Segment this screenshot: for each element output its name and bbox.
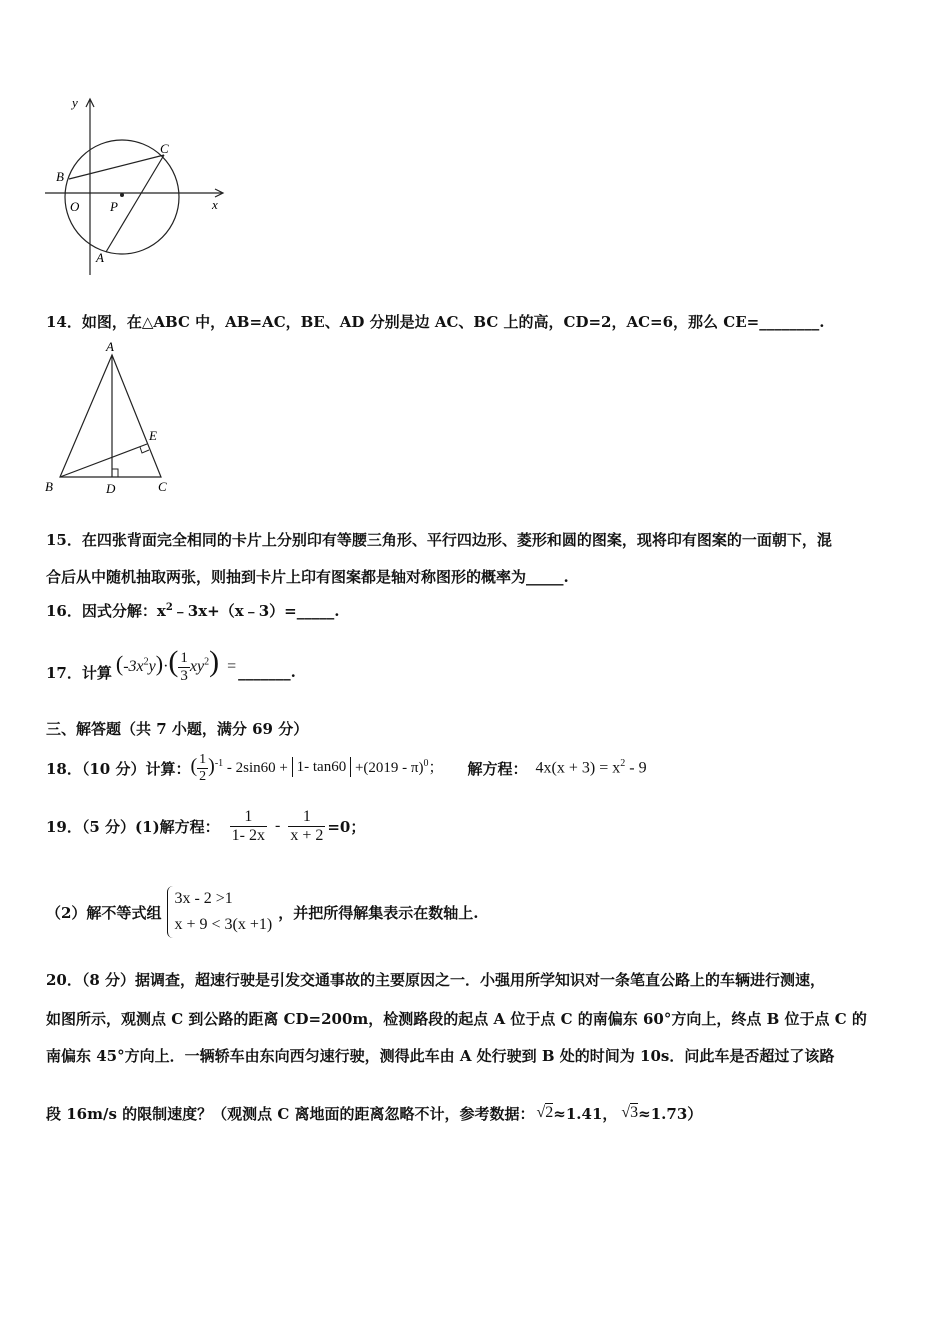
label-y: y <box>72 95 78 110</box>
label-d: D <box>106 481 116 496</box>
triangle-figure <box>40 338 180 498</box>
question-19-part-2: （2）解不等式组 3x - 2 >1 x + 9 < 3(x +1) ，并把所得解集表示在数轴上. <box>46 884 478 940</box>
question-17: 17．计算 $(-3x^2y)\cdot$( $\frac{1}{3}$ $xy^2$) = _______. <box>46 645 296 684</box>
label-a: A <box>96 250 104 265</box>
label-o: O <box>70 199 80 214</box>
triangle-abc <box>60 355 161 477</box>
question-20-line-3: 南偏东 45°方向上．一辆轿车由东向西匀速行驶，测得此车由 A 处行驶到 B 处的时间为 10s．问此车是否超过了该路 <box>46 1047 835 1065</box>
label-x: x <box>212 197 218 212</box>
right-angle-d <box>112 469 118 477</box>
question-15-line-2: 合后从中随机抽取两张，则抽到卡片上印有图案都是轴对称图形的概率为_____. <box>46 568 569 586</box>
label-b: B <box>56 169 64 184</box>
question-18: 18．（10 分）计算： ( $\frac{1}{2}$ )$^{-1}$ - 2sin60 + 1- tan60 +(2019 - π)$^0$； 解方程： $4x(x + 3) = x^2 - 9$ <box>46 751 647 784</box>
label-b: B <box>45 479 53 494</box>
question-16: 16．因式分解：$x^2﹣3x+(x﹣3)=\_\_\_\_\_$. <box>46 602 340 620</box>
question-20-line-1: 20．（8 分）据调查，超速行驶是引发交通事故的主要原因之一．小强用所学知识对一条笔直公路上的车辆进行测速， <box>46 971 826 989</box>
right-angle-e <box>140 447 149 453</box>
question-14: 14．如图，在△ABC 中，AB=AC，BE、AD 分别是边 AC、BC 上的高，CD=2，AC=6，那么 CE=________. <box>46 313 825 331</box>
question-20-line-4: 段 16m/s 的限制速度？（观测点 C 离地面的距离忽略不计，参考数据： √2 ≈1.41， √3 ≈1.73） <box>46 1104 703 1123</box>
question-15-line-1: 15．在四张背面完全相同的卡片上分别印有等腰三角形、平行四边形、菱形和圆的图案，现将印有图案的一面朝下，混 <box>46 531 832 549</box>
altitude-be <box>60 444 147 477</box>
label-a: A <box>106 339 114 354</box>
question-20-line-2: 如图所示，观测点 C 到公路的距离 CD=200m，检测路段的起点 A 位于点 C 的南偏东 60°方向上，终点 B 位于点 C 的 <box>46 1010 867 1028</box>
circle-figure <box>40 95 230 275</box>
label-c: C <box>158 479 167 494</box>
segment-bc <box>69 155 164 179</box>
label-e: E <box>149 428 157 443</box>
point-p <box>120 193 124 197</box>
question-19-part-1: 19．（5 分）(1)解方程： $\frac{1}{1- 2x}$ - $\frac{1}{x + 2}$ =0； <box>46 807 366 844</box>
section-3-title: 三、解答题（共 7 小题，满分 69 分） <box>46 720 309 738</box>
label-c: C <box>160 141 169 156</box>
label-p: P <box>110 199 118 214</box>
